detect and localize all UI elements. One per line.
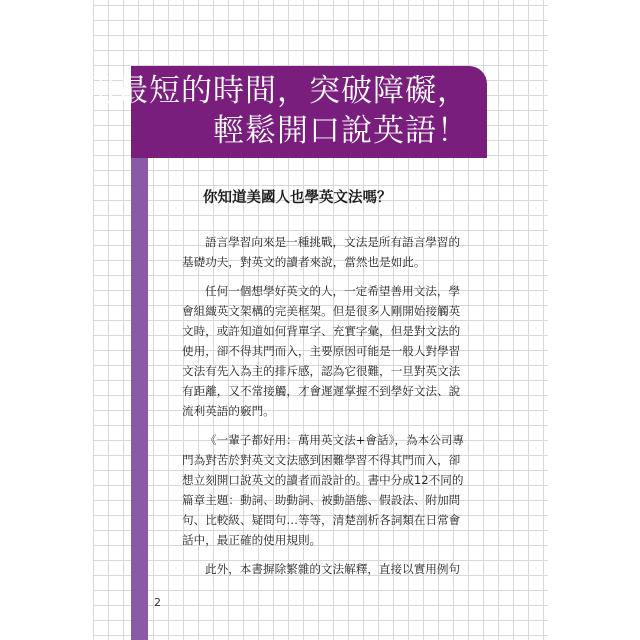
- body-text: [182, 232, 486, 588]
- section-heading: 你知道美國人也學英文法嗎？: [203, 190, 392, 206]
- title-banner: [85, 66, 487, 158]
- paragraph-1: 語言學習向來是一種挑戰，文法是所有語言學習的 基礎功夫，對英文的讀者來說，當然也是如此。: [182, 235, 461, 269]
- banner-title-line-1: 用最短的時間，突破障礙，: [85, 73, 469, 109]
- paragraph-4: 此外，本書摒除繁雜的文法解釋，直接以實用例句: [205, 562, 461, 576]
- paragraph-2: 任何一個想學好英文的人，一定希望善用文法，學 會組織英文架構的完美框架。但是很多人剛開始接觸英 文時，或許知道如何背單字、充實字彙，但是對文法的 使用，卻不得其門而入，主要原因可能是一般人對學習 文法有先入為主的排斥感，認為它很難，一旦對英文法 有距離，又不常接觸，才會遲遲掌握不到學好文法、說 流利英語的竅門。: [182, 284, 461, 418]
- paragraph-3: 《一輩子都好用：萬用英文法+會話》，為本公司專 門為對苦於對英文文法感到困難學習不得其門而入，卻 想立刻開口說英文的讀者而設計的。書中分成12不同的 篇章主題：動詞、助動詞、被動語態、假設法、附加問 句、比較級、疑問句…等等，清楚剖析各詞類在日常會 話中，最正確的使用規則。: [182, 433, 464, 547]
- left-accent-bar: [131, 155, 148, 640]
- banner-title-line-2: 輕鬆開口說英語！: [213, 113, 469, 149]
- page-number: 2: [154, 596, 161, 609]
